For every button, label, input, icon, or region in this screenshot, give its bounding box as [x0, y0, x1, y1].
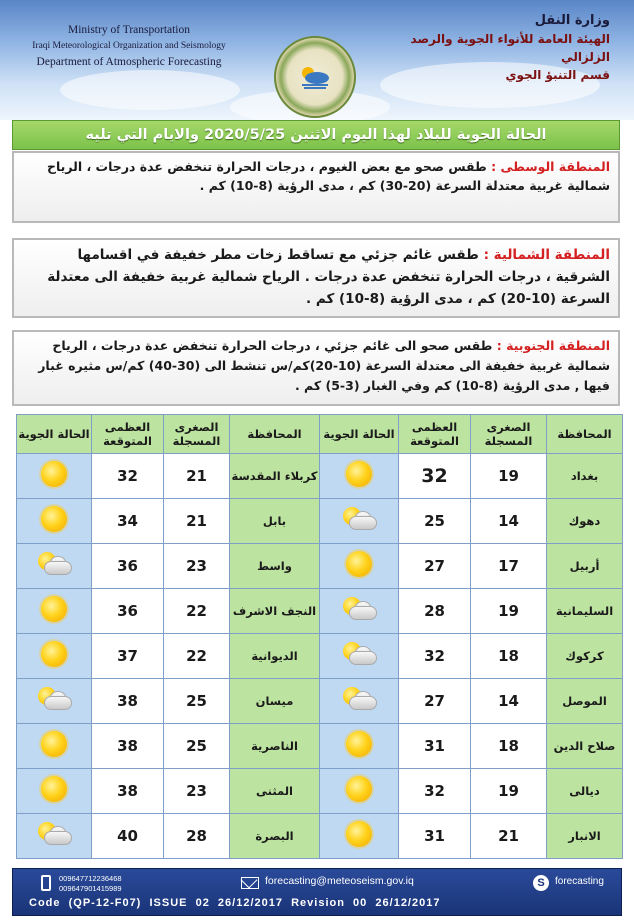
province-name: بغداد: [547, 454, 623, 499]
max-temp: 37: [92, 634, 164, 679]
weather-cell: [17, 724, 92, 769]
weather-cell: [320, 814, 399, 859]
max-temp: 31: [399, 814, 471, 859]
sun-icon: [41, 596, 67, 622]
phone-number: 009647901415989: [59, 884, 122, 893]
max-temp: 25: [399, 499, 471, 544]
weather-cell: [17, 769, 92, 814]
min-temp: 21: [164, 499, 230, 544]
sun-icon: [41, 506, 67, 532]
region-south-text: طقس صحو الى غائم جزئي ، درجات الحرارة تنخفض عدة درجات ، الرياح شمالية غربية خفيفة الى معتدلة السرعة (10-20)كم/س تنشط الى (30-40) كم/س مثيره غبار فيها , مدى الرؤية (8-10) كم وفي الغبار (3-5) كم .: [38, 338, 610, 393]
province-name: بابل: [230, 499, 320, 544]
skype-handle[interactable]: forecasting: [555, 876, 604, 887]
province-name: النجف الاشرف: [230, 589, 320, 634]
region-middle-name: المنطقة الوسطى :: [491, 159, 610, 174]
province-weather-table: [16, 414, 623, 859]
weather-cell: [320, 634, 399, 679]
phone-icon: [41, 875, 51, 891]
max-temp: 32: [92, 454, 164, 499]
max-temp: 36: [92, 544, 164, 589]
province-name: دهوك: [547, 499, 623, 544]
min-temp: 21: [164, 454, 230, 499]
ministry-name-en: Ministry of Transportation: [67, 24, 191, 36]
province-name: كربلاء المقدسة: [230, 454, 320, 499]
table-row: [17, 544, 623, 589]
table-row: [17, 769, 623, 814]
partly-cloudy-icon: [34, 552, 74, 576]
region-middle: [12, 151, 620, 223]
region-north: [12, 238, 620, 318]
sun-icon: [41, 731, 67, 757]
header-weather: الحالة الجوية: [17, 415, 92, 454]
partly-cloudy-icon: [34, 822, 74, 846]
province-name: ميسان: [230, 679, 320, 724]
min-temp: 22: [164, 634, 230, 679]
province-name: الموصل: [547, 679, 623, 724]
contact-email[interactable]: forecasting@meteoseism.gov.iq: [265, 875, 414, 887]
min-temp: 18: [471, 634, 547, 679]
organization-name-en: Iraqi Meteorological Organization and Seismology: [32, 41, 226, 51]
table-row: [17, 634, 623, 679]
max-temp: 32: [399, 634, 471, 679]
sun-icon: [41, 776, 67, 802]
min-temp: 28: [164, 814, 230, 859]
phone-number: 009647712236468: [59, 874, 122, 883]
min-temp: 23: [164, 769, 230, 814]
province-name: واسط: [230, 544, 320, 589]
skype-icon: S: [533, 875, 549, 891]
max-temp: 28: [399, 589, 471, 634]
max-temp: 27: [399, 679, 471, 724]
partly-cloudy-icon: [339, 687, 379, 711]
province-name: ديالى: [547, 769, 623, 814]
weather-cell: [320, 454, 399, 499]
weather-cell: [320, 589, 399, 634]
province-name: الديوانية: [230, 634, 320, 679]
province-name: الانبار: [547, 814, 623, 859]
max-temp: 36: [92, 589, 164, 634]
weather-cell: [17, 454, 92, 499]
max-temp: 27: [399, 544, 471, 589]
region-middle-text: طقس صحو مع بعض الغيوم ، درجات الحرارة تنخفض عدة درجات ، الرياح شمالية غربية معتدلة السرعة (20-30) كم ، مدى الرؤية (8-10) كم .: [46, 159, 610, 193]
max-temp: 32: [399, 454, 471, 499]
region-north-text: طقس غائم جزئي مع تساقط زخات مطر خفيفة في اقسامها الشرقية ، درجات الحرارة تنخفض عدة درجات . الرياح شمالية غربية خفيفة الى معتدلة السرعة (10-20) كم ، مدى الرؤية (8-10) كم .: [47, 247, 610, 307]
logo-cloud-icon: [298, 64, 332, 90]
partly-cloudy-icon: [339, 597, 379, 621]
sun-icon: [346, 551, 372, 577]
weather-cell: [320, 499, 399, 544]
weather-cell: [17, 499, 92, 544]
max-temp: 31: [399, 724, 471, 769]
ministry-name-ar: وزارة النقل: [534, 13, 610, 28]
sun-icon: [346, 461, 372, 487]
forecast-title: الحالة الجوية للبلاد لهذا اليوم الاثنين 2020/5/25 والايام التي تليه: [12, 120, 620, 150]
page-footer: [12, 868, 622, 916]
weather-cell: [320, 679, 399, 724]
sun-icon: [346, 731, 372, 757]
department-name-ar: قسم التنبؤ الجوي: [505, 68, 610, 82]
weather-cell: [17, 679, 92, 724]
page-header: [0, 0, 634, 120]
table-row: [17, 679, 623, 724]
weather-cell: [17, 544, 92, 589]
partly-cloudy-icon: [339, 507, 379, 531]
min-temp: 19: [471, 589, 547, 634]
header-max: العظمى المتوقعة: [92, 415, 164, 454]
min-temp: 19: [471, 454, 547, 499]
max-temp: 32: [399, 769, 471, 814]
partly-cloudy-icon: [339, 642, 379, 666]
table-row: [17, 724, 623, 769]
min-temp: 21: [471, 814, 547, 859]
min-temp: 25: [164, 724, 230, 769]
min-temp: 25: [164, 679, 230, 724]
header-cloud: [60, 70, 240, 110]
sun-icon: [41, 461, 67, 487]
weather-cell: [17, 814, 92, 859]
min-temp: 22: [164, 589, 230, 634]
region-south: [12, 330, 620, 406]
header-max: العظمى المتوقعة: [399, 415, 471, 454]
organization-logo: [274, 36, 356, 118]
max-temp: 38: [92, 724, 164, 769]
header-english-block: [14, 22, 244, 70]
sun-icon: [346, 821, 372, 847]
min-temp: 17: [471, 544, 547, 589]
organization-name-ar: الهيئة العامة للأنواء الجوية والرصد الزلزالي: [410, 32, 610, 64]
province-name: صلاح الدين: [547, 724, 623, 769]
table-row: [17, 589, 623, 634]
province-name: البصرة: [230, 814, 320, 859]
sun-icon: [346, 776, 372, 802]
table-header-row: [17, 415, 623, 454]
weather-cell: [320, 769, 399, 814]
department-name-en: Department of Atmospheric Forecasting: [36, 56, 222, 68]
province-name: المثنى: [230, 769, 320, 814]
sun-icon: [41, 641, 67, 667]
weather-cell: [17, 634, 92, 679]
max-temp: 34: [92, 499, 164, 544]
phone-numbers: [59, 874, 122, 894]
partly-cloudy-icon: [34, 687, 74, 711]
weather-cell: [320, 724, 399, 769]
max-temp: 38: [92, 679, 164, 724]
region-north-name: المنطقة الشمالية :: [483, 247, 610, 263]
min-temp: 18: [471, 724, 547, 769]
province-name: أربيل: [547, 544, 623, 589]
header-weather: الحالة الجوية: [320, 415, 399, 454]
weather-cell: [320, 544, 399, 589]
max-temp: 40: [92, 814, 164, 859]
header-province: المحافظة: [547, 415, 623, 454]
weather-cell: [17, 589, 92, 634]
table-row: [17, 499, 623, 544]
min-temp: 14: [471, 499, 547, 544]
region-south-name: المنطقة الجنوبية :: [496, 338, 610, 353]
document-code: Code (QP-12-F07) ISSUE 02 26/12/2017 Revision 00 26/12/2017: [29, 897, 441, 909]
min-temp: 23: [164, 544, 230, 589]
header-province: المحافظة: [230, 415, 320, 454]
province-name: كركوك: [547, 634, 623, 679]
province-name: السليمانية: [547, 589, 623, 634]
min-temp: 19: [471, 769, 547, 814]
max-temp: 38: [92, 769, 164, 814]
header-min: الصغرى المسجلة: [471, 415, 547, 454]
province-name: الناصرية: [230, 724, 320, 769]
header-arabic-block: [400, 12, 610, 84]
min-temp: 14: [471, 679, 547, 724]
mail-icon: [241, 877, 259, 889]
table-row: [17, 454, 623, 499]
header-min: الصغرى المسجلة: [164, 415, 230, 454]
table-row: [17, 814, 623, 859]
